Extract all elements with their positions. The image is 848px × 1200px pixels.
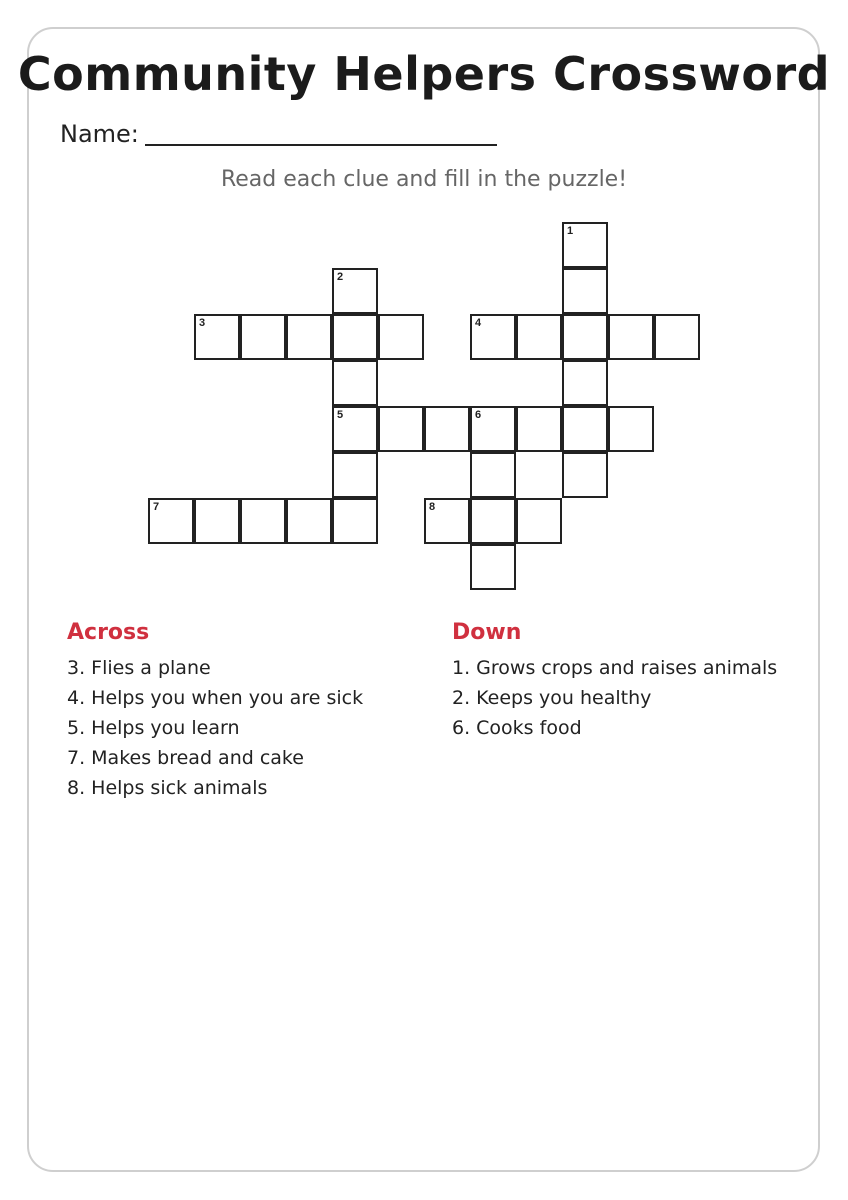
down-heading: Down	[452, 620, 522, 645]
crossword-cell[interactable]	[286, 314, 332, 360]
crossword-cell[interactable]	[286, 498, 332, 544]
page-title: Community Helpers Crossword	[17, 47, 831, 101]
crossword-cell[interactable]	[194, 498, 240, 544]
crossword-cell[interactable]	[332, 360, 378, 406]
crossword-cell[interactable]	[470, 544, 516, 590]
crossword-cell[interactable]	[470, 406, 516, 452]
crossword-cell[interactable]	[562, 360, 608, 406]
crossword-cell[interactable]	[562, 222, 608, 268]
crossword-cell[interactable]	[562, 452, 608, 498]
crossword-cell[interactable]	[470, 314, 516, 360]
crossword-cell[interactable]	[240, 314, 286, 360]
across-clue: 8. Helps sick animals	[67, 777, 268, 799]
crossword-cell[interactable]	[240, 498, 286, 544]
clue-number: 5	[337, 409, 344, 421]
crossword-cell[interactable]	[424, 406, 470, 452]
crossword-cell[interactable]	[562, 406, 608, 452]
crossword-cell[interactable]	[332, 406, 378, 452]
crossword-cell[interactable]	[378, 314, 424, 360]
crossword-cell[interactable]	[654, 314, 700, 360]
clue-number: 7	[153, 501, 160, 513]
crossword-cell[interactable]	[332, 268, 378, 314]
across-heading: Across	[67, 620, 150, 645]
instructions: Read each clue and fill in the puzzle!	[220, 167, 628, 192]
crossword-cell[interactable]	[608, 406, 654, 452]
crossword-cell[interactable]	[148, 498, 194, 544]
across-clue: 3. Flies a plane	[67, 657, 211, 679]
worksheet-frame	[27, 27, 820, 1172]
down-clue: 6. Cooks food	[452, 717, 582, 739]
down-clue: 2. Keeps you healthy	[452, 687, 652, 709]
clue-number: 1	[567, 225, 574, 237]
crossword-cell[interactable]	[516, 498, 562, 544]
name-line[interactable]	[145, 122, 497, 146]
crossword-cell[interactable]	[332, 498, 378, 544]
crossword-cell[interactable]	[470, 452, 516, 498]
across-clue: 5. Helps you learn	[67, 717, 240, 739]
crossword-cell[interactable]	[562, 268, 608, 314]
crossword-cell[interactable]	[516, 406, 562, 452]
across-clue: 4. Helps you when you are sick	[67, 687, 364, 709]
down-clue: 1. Grows crops and raises animals	[452, 657, 778, 679]
crossword-cell[interactable]	[562, 314, 608, 360]
crossword-cell[interactable]	[516, 314, 562, 360]
name-field[interactable]	[60, 120, 497, 148]
name-label: Name:	[60, 120, 139, 148]
across-clues	[67, 620, 363, 803]
clue-number: 2	[337, 271, 344, 283]
crossword-cell[interactable]	[470, 498, 516, 544]
crossword-cell[interactable]	[332, 314, 378, 360]
clue-number: 8	[429, 501, 436, 513]
crossword-cell[interactable]	[194, 314, 240, 360]
clue-number: 4	[475, 317, 482, 329]
clue-number: 6	[475, 409, 482, 421]
crossword-cell[interactable]	[378, 406, 424, 452]
clue-number: 3	[199, 317, 206, 329]
crossword-cell[interactable]	[424, 498, 470, 544]
crossword-cell[interactable]	[608, 314, 654, 360]
down-clues	[452, 620, 777, 743]
crossword-cell[interactable]	[332, 452, 378, 498]
across-clue: 7. Makes bread and cake	[67, 747, 304, 769]
